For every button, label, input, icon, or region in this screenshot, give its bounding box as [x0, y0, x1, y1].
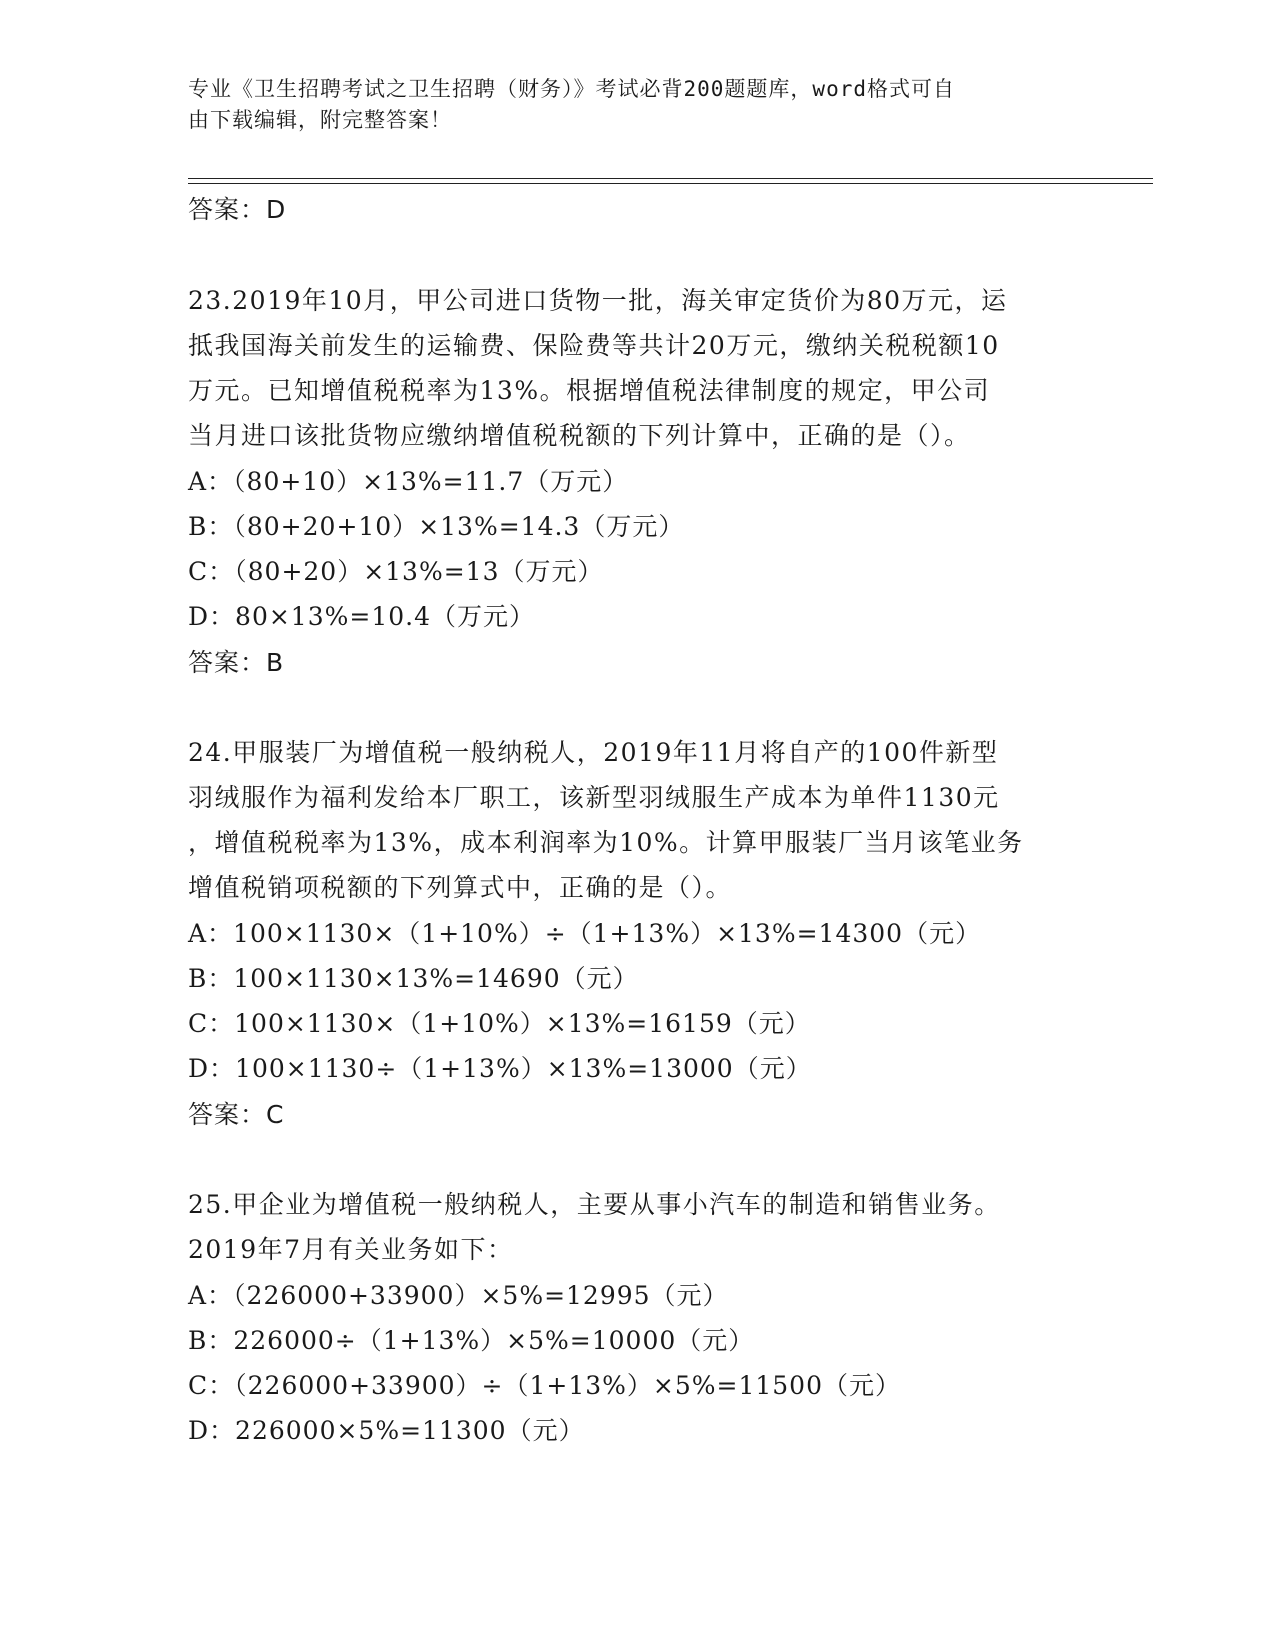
stem-line: 23.2019年10月，甲公司进口货物一批，海关审定货价为80万元，运	[188, 286, 1008, 315]
stem-line: 抵我国海关前发生的运输费、保险费等共计20万元，缴纳关税税额10	[188, 331, 1000, 360]
document-header	[188, 74, 1068, 136]
answer-previous: 答案：D	[188, 195, 287, 224]
stem-line: 2019年7月有关业务如下：	[188, 1235, 514, 1264]
stem-line: 当月进口该批货物应缴纳增值税税额的下列计算中，正确的是（）。	[188, 421, 971, 450]
question-23-option-d: D：80×13%=10.4（万元）	[188, 602, 535, 631]
stem-line: 万元。已知增值税税率为13%。根据增值税法律制度的规定，甲公司	[188, 376, 991, 405]
question-23-option-b: B：（80+20+10）×13%=14.3（万元）	[188, 512, 685, 541]
question-25-option-a: A：（226000+33900）×5%=12995（元）	[188, 1281, 729, 1310]
question-24-option-d: D：100×1130÷（1+13%）×13%=13000（元）	[188, 1054, 812, 1083]
header-divider-top	[188, 178, 1153, 179]
question-23-answer: 答案：B	[188, 648, 285, 677]
question-23-option-c: C：（80+20）×13%=13（万元）	[188, 557, 604, 586]
stem-line: ，增值税税率为13%，成本利润率为10%。计算甲服装厂当月该笔业务	[188, 828, 1024, 857]
header-line-1: 专业《卫生招聘考试之卫生招聘（财务）》考试必背200题题库，word格式可自	[188, 77, 955, 101]
question-24-option-b: B：100×1130×13%=14690（元）	[188, 964, 639, 993]
stem-line: 25.甲企业为增值税一般纳税人，主要从事小汽车的制造和销售业务。	[188, 1190, 1001, 1219]
question-24-stem	[188, 730, 1088, 910]
question-25-option-d: D：226000×5%=11300（元）	[188, 1416, 585, 1445]
question-24-option-a: A：100×1130×（1+10%）÷（1+13%）×13%=14300（元）	[188, 919, 982, 948]
question-25-stem	[188, 1182, 1088, 1272]
stem-line: 羽绒服作为福利发给本厂职工，该新型羽绒服生产成本为单件1130元	[188, 783, 1000, 812]
stem-line: 24.甲服装厂为增值税一般纳税人，2019年11月将自产的100件新型	[188, 738, 999, 767]
question-24-answer: 答案：C	[188, 1100, 285, 1129]
header-line-2: 由下载编辑，附完整答案！	[188, 108, 452, 132]
stem-line: 增值税销项税额的下列算式中，正确的是（）。	[188, 873, 733, 902]
header-divider-bottom	[188, 183, 1153, 184]
question-25-option-c: C：（226000+33900）÷（1+13%）×5%=11500（元）	[188, 1371, 901, 1400]
question-24-option-c: C：100×1130×（1+10%）×13%=16159（元）	[188, 1009, 811, 1038]
question-25-option-b: B：226000÷（1+13%）×5%=10000（元）	[188, 1326, 755, 1355]
question-23-stem	[188, 278, 1088, 458]
question-23-option-a: A：（80+10）×13%=11.7（万元）	[188, 467, 629, 496]
